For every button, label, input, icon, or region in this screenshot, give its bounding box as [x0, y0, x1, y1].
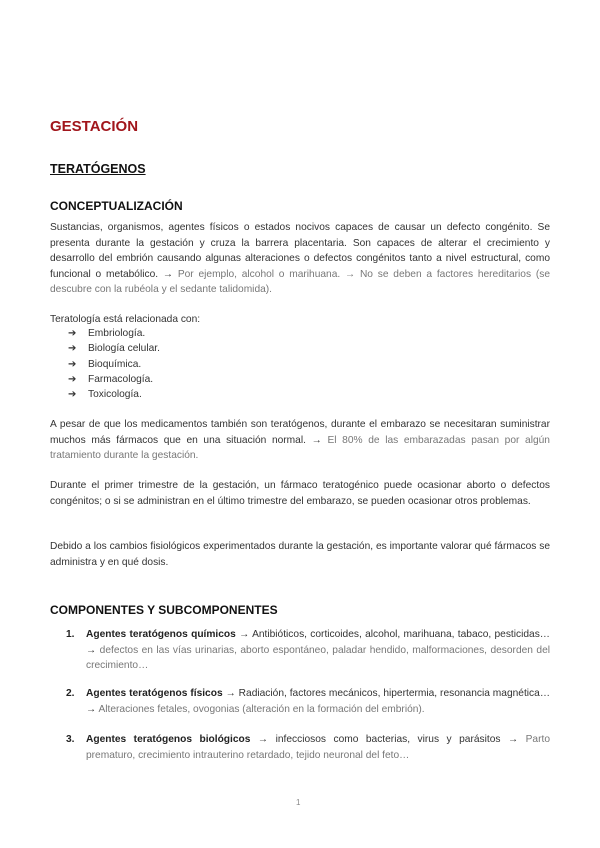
paragraph-cambios: Debido a los cambios fisiológicos experimentados durante la gestación, es importante valorar qué fármacos se administra y en qué dosis.	[50, 541, 550, 568]
list-item: ➔ Biología celular.	[68, 341, 160, 356]
item-title: Agentes teratógenos biológicos	[86, 734, 251, 745]
arrow-bullet-icon: ➔	[68, 389, 77, 401]
componente-item-biologicos	[66, 732, 550, 763]
arrow-bullet-icon: ➔	[68, 328, 77, 339]
item-number: 2.	[66, 688, 75, 699]
item-number: 1.	[66, 629, 75, 640]
item-effects: Alteraciones fetales, ovogonias (alteración en la formación del embrión).	[98, 703, 425, 715]
item-number: 3.	[66, 734, 75, 745]
paragraph-definition-main: Sustancias, organismos, agentes físicos o estados nocivos capaces de causar un defecto congénito. Se presenta durante la gestación y cruza la barrera placentaria. Son capaces de alterar el crecimiento y desarrollo del embrión causando algunas alteraciones o defectos congénitos tanto a nivel estructural, como funcional o metabólico. →	[50, 222, 550, 280]
arrow-bullet-icon: ➔	[68, 358, 77, 370]
item-text: → Antibióticos, corticoides, alcohol, marihuana, tabaco, pesticidas… →	[86, 629, 550, 656]
item-title: Agentes teratógenos químicos	[86, 629, 236, 640]
arrow-bullet-icon: ➔	[68, 373, 77, 385]
paragraph-trimestre: Durante el primer trimestre de la gestación, un fármaco teratogénico puede ocasionar aborto o defectos congénitos; o si se administran en el último trimestre del embarazo, se pueden ocasionar otros problemas.	[50, 480, 550, 507]
list-item: ➔ Embriología.	[68, 326, 160, 341]
componentes-heading: COMPONENTES Y SUBCOMPONENTES	[50, 603, 278, 617]
item-effects: defectos en las vías urinarias, aborto espontáneo, paladar hendido, malformaciones, desorden del crecimiento…	[86, 644, 550, 671]
item-effects: Parto prematuro, crecimiento intrauterino retardado, tejido neuronal del feto…	[86, 734, 550, 761]
paragraph-medicamentos-note: El 80% de las embarazadas pasan por algún tratamiento durante la gestación.	[50, 434, 550, 461]
page-title: GESTACIÓN	[50, 118, 139, 135]
item-title: Agentes teratógenos físicos	[86, 688, 223, 699]
item-text: → Radiación, factores mecánicos, hipertermia, resonancia magnética… →	[86, 688, 551, 715]
list-item: ➔ Farmacología.	[68, 372, 160, 387]
paragraph-definition-note: Por ejemplo, alcohol o marihuana. → No se deben a factores hereditarios (se descubre con la rubéola y el sedante talidomida).	[50, 268, 550, 295]
list-item: ➔ Toxicología.	[68, 387, 160, 402]
relacion-list	[68, 326, 160, 402]
list-item: ➔ Bioquímica.	[68, 357, 160, 372]
item-text: → infecciosos como bacterias, virus y parásitos →	[257, 734, 519, 745]
paragraph-definition	[50, 220, 550, 298]
relacion-intro: Teratología está relacionada con:	[50, 314, 201, 325]
paragraph-medicamentos	[50, 417, 550, 464]
section-title: TERATÓGENOS	[50, 162, 146, 176]
conceptualizacion-heading: CONCEPTUALIZACIÓN	[50, 199, 183, 213]
arrow-bullet-icon: ➔	[68, 343, 77, 355]
page-number: 1	[296, 798, 301, 807]
paragraph-medicamentos-main: A pesar de que los medicamentos también son teratógenos, durante el embarazo se necesitaran suministrar muchos más fármacos que en una situación normal. →	[50, 419, 550, 446]
componente-item-quimicos	[66, 627, 550, 674]
componente-item-fisicos	[66, 686, 550, 717]
